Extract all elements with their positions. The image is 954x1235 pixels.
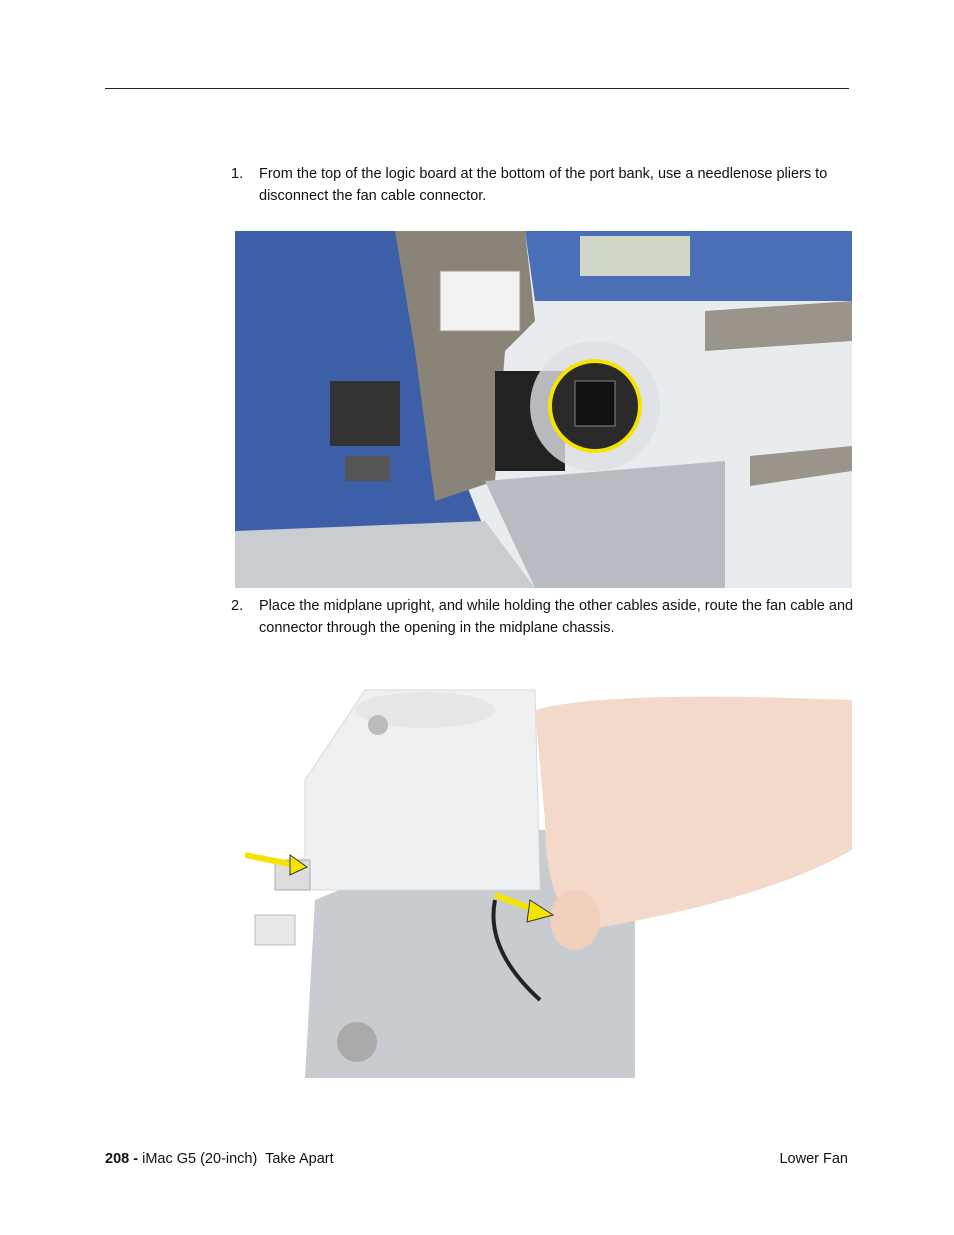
logic-board-fan-connector-photo xyxy=(235,231,852,588)
header-rule xyxy=(105,88,849,89)
doc-title: iMac G5 (20-inch) Take Apart xyxy=(142,1151,334,1167)
step-number: 1. xyxy=(231,166,244,182)
page-number: 208 - xyxy=(105,1151,139,1167)
step-text: Place the midplane upright, and while holding the other cables aside, route the fan cable and connector through the opening in the midplane chassis. xyxy=(259,598,854,636)
footer-left xyxy=(105,1151,334,1167)
midplane-cable-routing-photo xyxy=(245,670,852,1078)
step-number: 2. xyxy=(231,598,244,614)
step-text: From the top of the logic board at the bottom of the port bank, use a needlenose pliers to disconnect the fan cable connector. xyxy=(259,166,828,204)
footer-section: Lower Fan xyxy=(779,1151,848,1167)
